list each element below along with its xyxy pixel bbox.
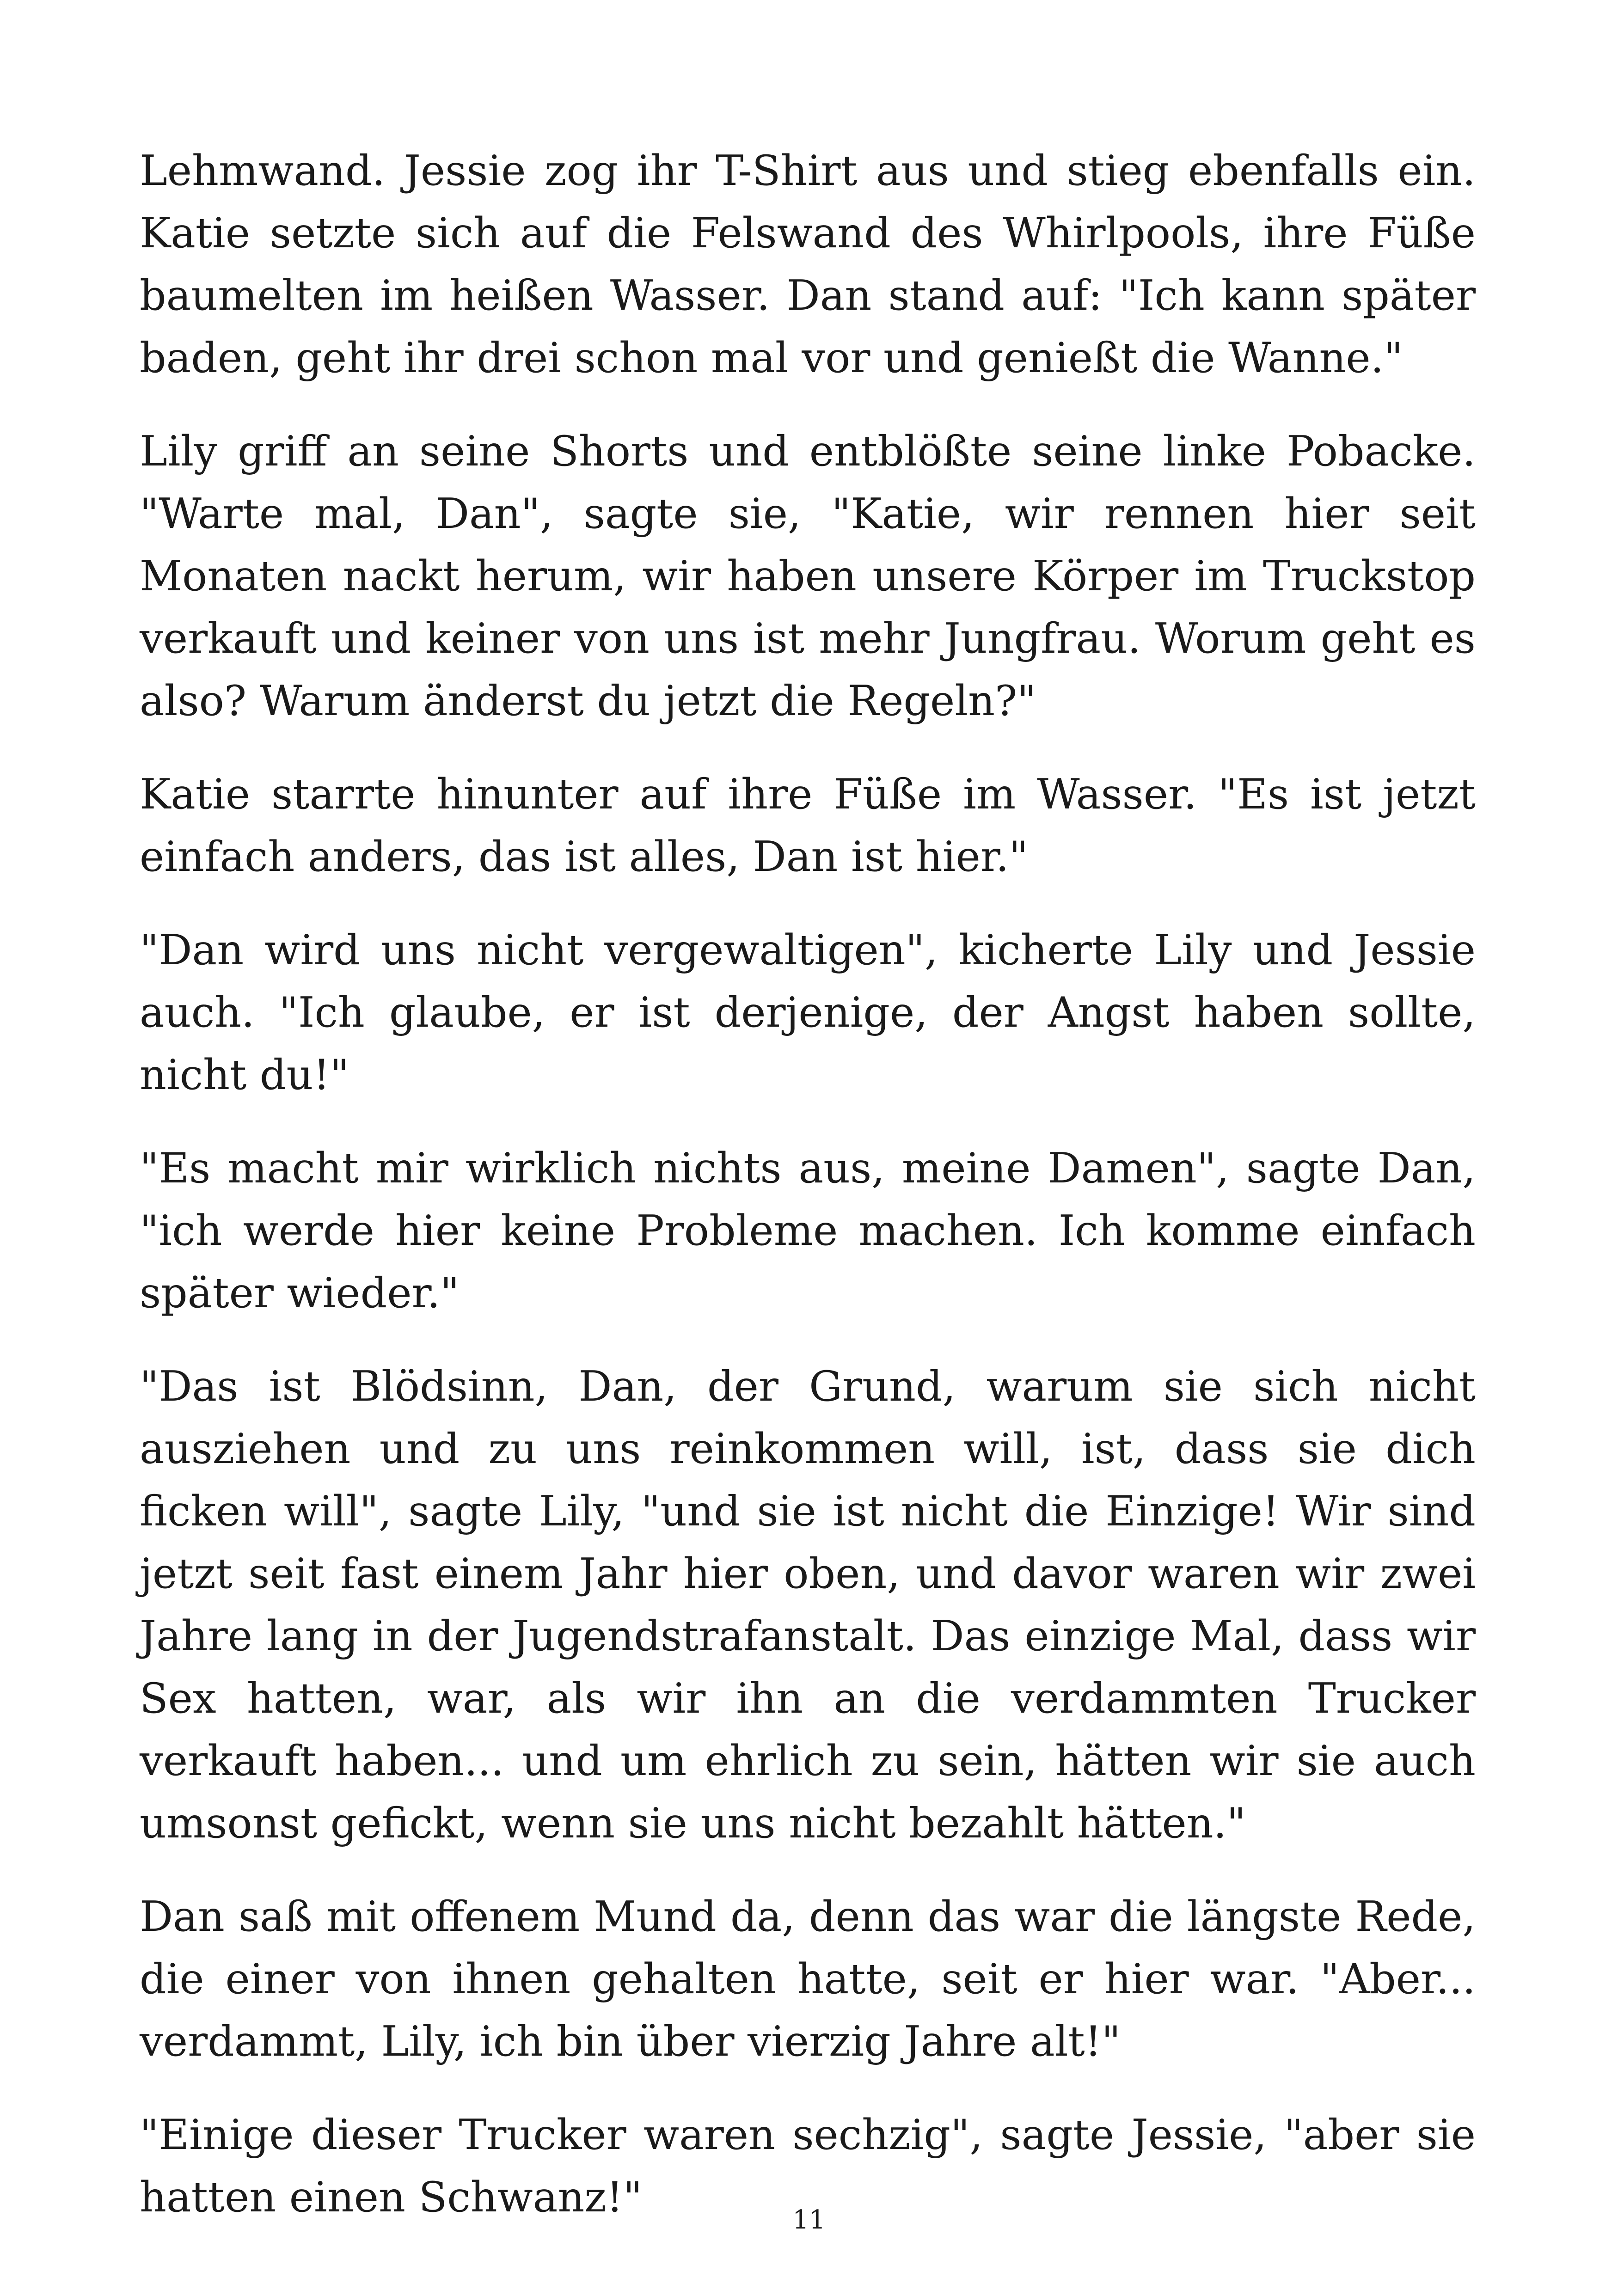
paragraph: Katie starrte hinunter auf ihre Füße im Wasser. "Es ist jetzt einfach anders, das ist alles, Dan ist hier.": [140, 770, 1476, 881]
paragraph: Lehmwand. Jessie zog ihr T-Shirt aus und stieg ebenfalls ein. Katie setzte sich auf die Felswand des Whirlpools, ihre Füße baumelten im heißen Wasser. Dan stand auf: "Ich kann später baden, geht ihr drei schon mal vor und genießt die Wanne.": [140, 147, 1476, 382]
paragraph: "Dan wird uns nicht vergewaltigen", kicherte Lily und Jessie auch. "Ich glaube, er ist derjenige, der Angst haben sollte, nicht du!": [140, 926, 1476, 1099]
page-number: 11: [792, 2205, 826, 2235]
body-text: [140, 140, 1476, 2259]
paragraph: Dan saß mit offenem Mund da, denn das war die längste Rede, die einer von ihnen gehalten hatte, seit er hier war. "Aber... verdammt, Lily, ich bin über vierzig Jahre alt!": [140, 1892, 1476, 2066]
paragraph: "Es macht mir wirklich nichts aus, meine Damen", sagte Dan, "ich werde hier keine Probleme machen. Ich komme einfach später wieder.": [140, 1144, 1476, 1317]
paragraph: Lily griff an seine Shorts und entblößte seine linke Pobacke. "Warte mal, Dan", sagte sie, "Katie, wir rennen hier seit Monaten nackt herum, wir haben unsere Körper im Truckstop verkauft und keiner von uns ist mehr Jungfrau. Worum geht es also? Warum änderst du jetzt die Regeln?": [140, 427, 1476, 725]
paragraph: "Das ist Blödsinn, Dan, der Grund, warum sie sich nicht ausziehen und zu uns reinkommen will, ist, dass sie dich ficken will", sagte Lily, "und sie ist nicht die Einzige! Wir sind jetzt seit fast einem Jahr hier oben, und davor waren wir zwei Jahre lang in der Jugendstrafanstalt. Das einzige Mal, dass wir Sex hatten, war, als wir ihn an die verdammten Trucker verkauft haben... und um ehrlich zu sein, hätten wir sie auch umsonst gefickt, wenn sie uns nicht bezahlt hätten.": [140, 1362, 1476, 1848]
paragraph: "Einige dieser Trucker waren sechzig", sagte Jessie, "aber sie hatten einen Schwanz!": [140, 2111, 1476, 2222]
